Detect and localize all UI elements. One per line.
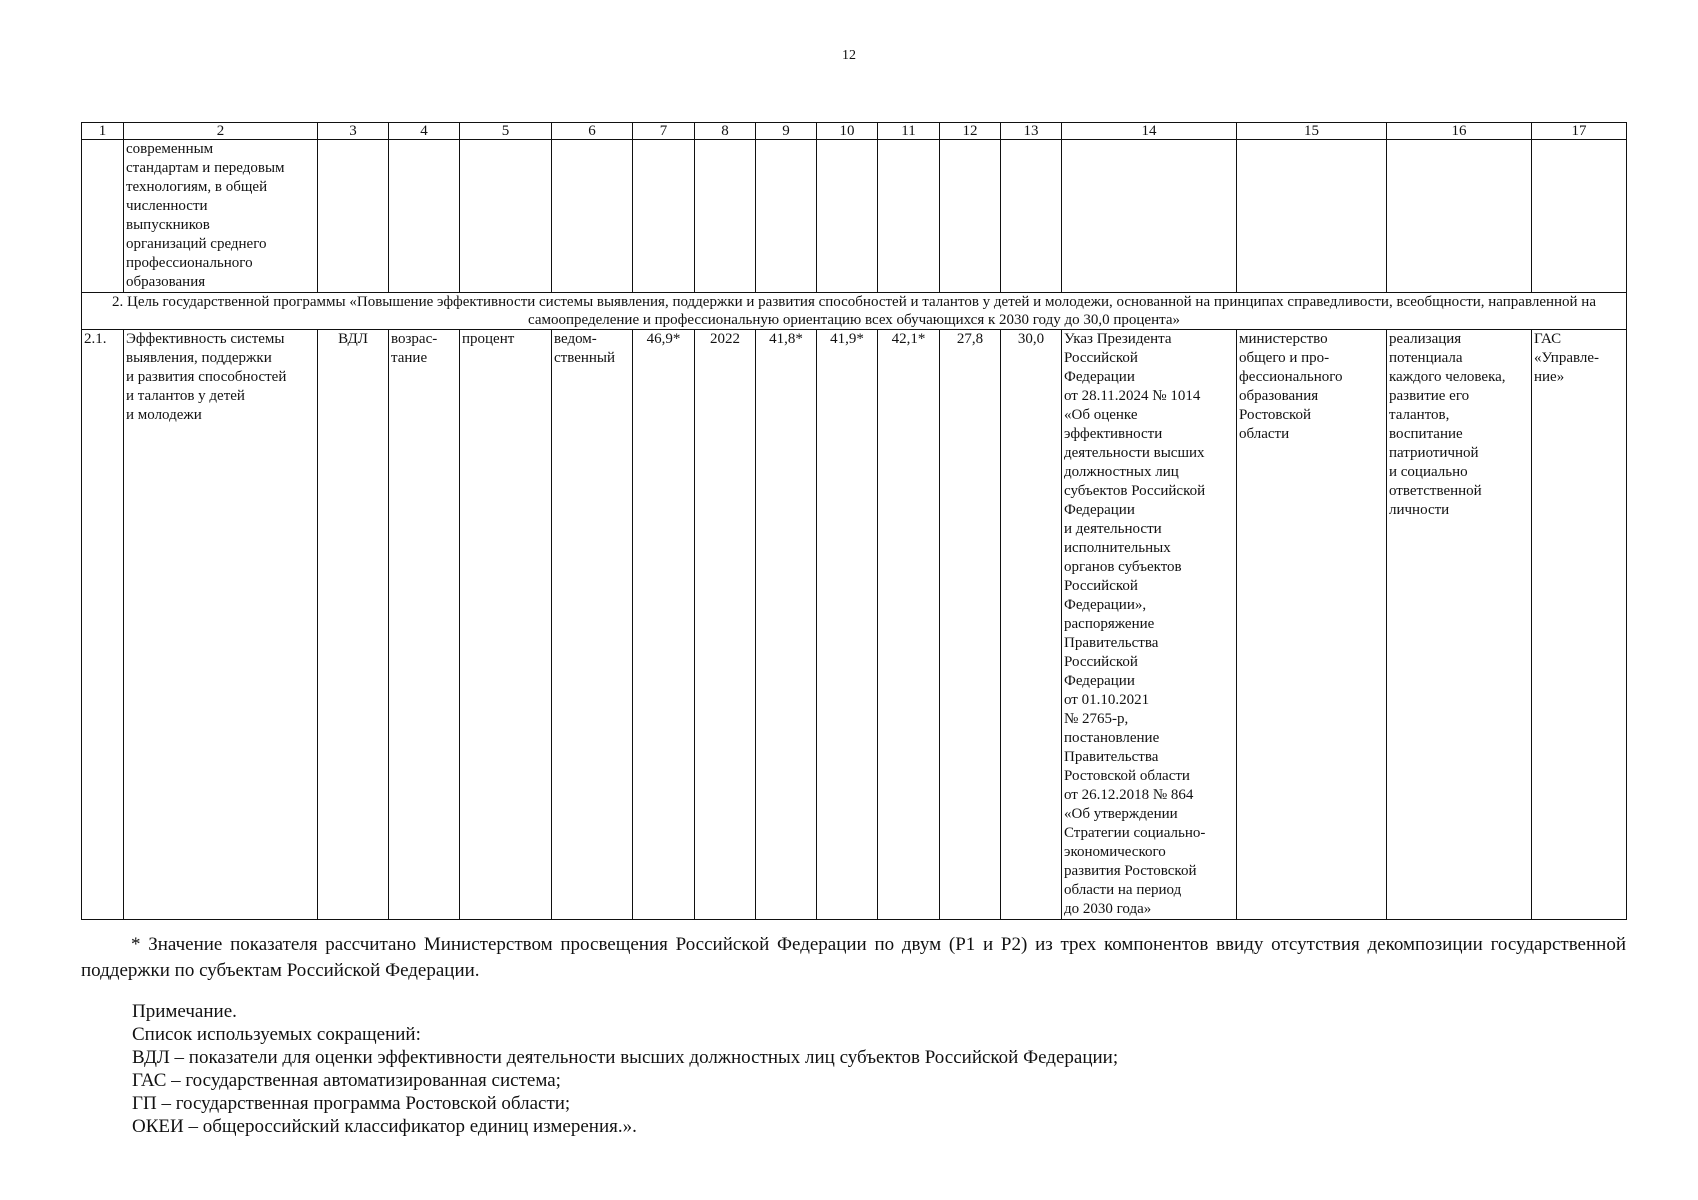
indicator-type: ведом- ственный <box>552 330 633 920</box>
indicator-trend: возрас- тание <box>389 330 460 920</box>
table-cell <box>878 140 940 293</box>
unit-of-measure: процент <box>460 330 552 920</box>
abbreviation-item: ВДЛ – показатели для оценки эффективности деятельности высших должностных лиц субъектов Российской Федерации; <box>132 1047 1119 1068</box>
value-col-9: 41,8* <box>756 330 817 920</box>
indicators-table <box>81 122 1627 920</box>
column-number: 1 <box>82 123 124 140</box>
value-col-11: 42,1* <box>878 330 940 920</box>
section-heading: 2. Цель государственной программы «Повышение эффективности системы выявления, поддержки и развития способностей и талантов у детей и молодежи, основанной на принципах справедливости, всеобщности, направленной на самоопределение и профессиональную ориентацию всех обучающихся к 2030 году до 30,0 процента» <box>82 293 1627 330</box>
table-cell <box>1001 140 1062 293</box>
column-number: 9 <box>756 123 817 140</box>
abbreviation-item: ГАС – государственная автоматизированная система; <box>132 1070 561 1091</box>
value-col-10: 41,9* <box>817 330 878 920</box>
page-number: 12 <box>842 48 856 63</box>
table-cell <box>1237 140 1387 293</box>
indicator-name: Эффективность системы выявления, поддержки и развития способностей и талантов у детей и молодежи <box>124 330 318 920</box>
table-cell <box>1532 140 1627 293</box>
table-cell <box>1062 140 1237 293</box>
column-number: 11 <box>878 123 940 140</box>
notes-block <box>132 1000 1118 1138</box>
table-row <box>82 330 1627 920</box>
value-col-13: 30,0 <box>1001 330 1062 920</box>
column-number: 4 <box>389 123 460 140</box>
footnote: * Значение показателя рассчитано Министерством просвещения Российской Федерации по двум (Р1 и Р2) из трех компонентов ввиду отсутствия декомпозиции государственной поддержки по субъектам Российской Федерации. <box>81 934 1626 981</box>
column-number: 15 <box>1237 123 1387 140</box>
table-cell <box>633 140 695 293</box>
column-number: 3 <box>318 123 389 140</box>
base-year: 2022 <box>695 330 756 920</box>
column-number: 6 <box>552 123 633 140</box>
column-number: 8 <box>695 123 756 140</box>
legal-documents: Указ Президента Российской Федерации от 28.11.2024 № 1014 «Об оценке эффективности деятельности высших должностных лиц субъектов Российской Федерации и деятельности исполнительных органов субъектов Российской Федерации», распоряжение Правительства Российской Федерации от 01.10.2021 № 2765-р, постановление Правительства Ростовской области от 26.12.2018 № 864 «Об утверждении Стратегии социально- экономического развития Ростовской области на период до 2030 года» <box>1062 330 1237 920</box>
column-number-row <box>82 123 1627 140</box>
row-number: 2.1. <box>82 330 124 920</box>
indicator-name-continuation: современным стандартам и передовым технологиям, в общей численности выпускников организаций среднего профессионального образования <box>124 140 318 293</box>
table-cell <box>82 140 124 293</box>
table-cell <box>552 140 633 293</box>
base-value: 46,9* <box>633 330 695 920</box>
abbreviation-item: ГП – государственная программа Ростовской области; <box>132 1093 571 1114</box>
section-heading-row <box>82 293 1627 330</box>
column-number: 17 <box>1532 123 1627 140</box>
table-cell <box>695 140 756 293</box>
indicator-level: ВДЛ <box>318 330 389 920</box>
column-number: 14 <box>1062 123 1237 140</box>
table-cell <box>318 140 389 293</box>
information-system: ГАС «Управле- ние» <box>1532 330 1627 920</box>
table-cell <box>756 140 817 293</box>
table-cell <box>940 140 1001 293</box>
column-number: 10 <box>817 123 878 140</box>
value-col-12: 27,8 <box>940 330 1001 920</box>
responsible-body: министерство общего и про- фессионального образования Ростовской области <box>1237 330 1387 920</box>
column-number: 13 <box>1001 123 1062 140</box>
column-number: 5 <box>460 123 552 140</box>
table-cell <box>389 140 460 293</box>
column-number: 7 <box>633 123 695 140</box>
national-goal-link: реализация потенциала каждого человека, развитие его талантов, воспитание патриотичной и социально ответственной личности <box>1387 330 1532 920</box>
column-number: 12 <box>940 123 1001 140</box>
abbreviation-item: ОКЕИ – общероссийский классификатор единиц измерения.». <box>132 1116 637 1137</box>
column-number: 16 <box>1387 123 1532 140</box>
abbreviations-title: Список используемых сокращений: <box>132 1024 421 1045</box>
table-cell <box>460 140 552 293</box>
table-cell <box>1387 140 1532 293</box>
table-cell <box>817 140 878 293</box>
column-number: 2 <box>124 123 318 140</box>
notes-title: Примечание. <box>132 1001 237 1022</box>
continuation-row <box>82 140 1627 293</box>
